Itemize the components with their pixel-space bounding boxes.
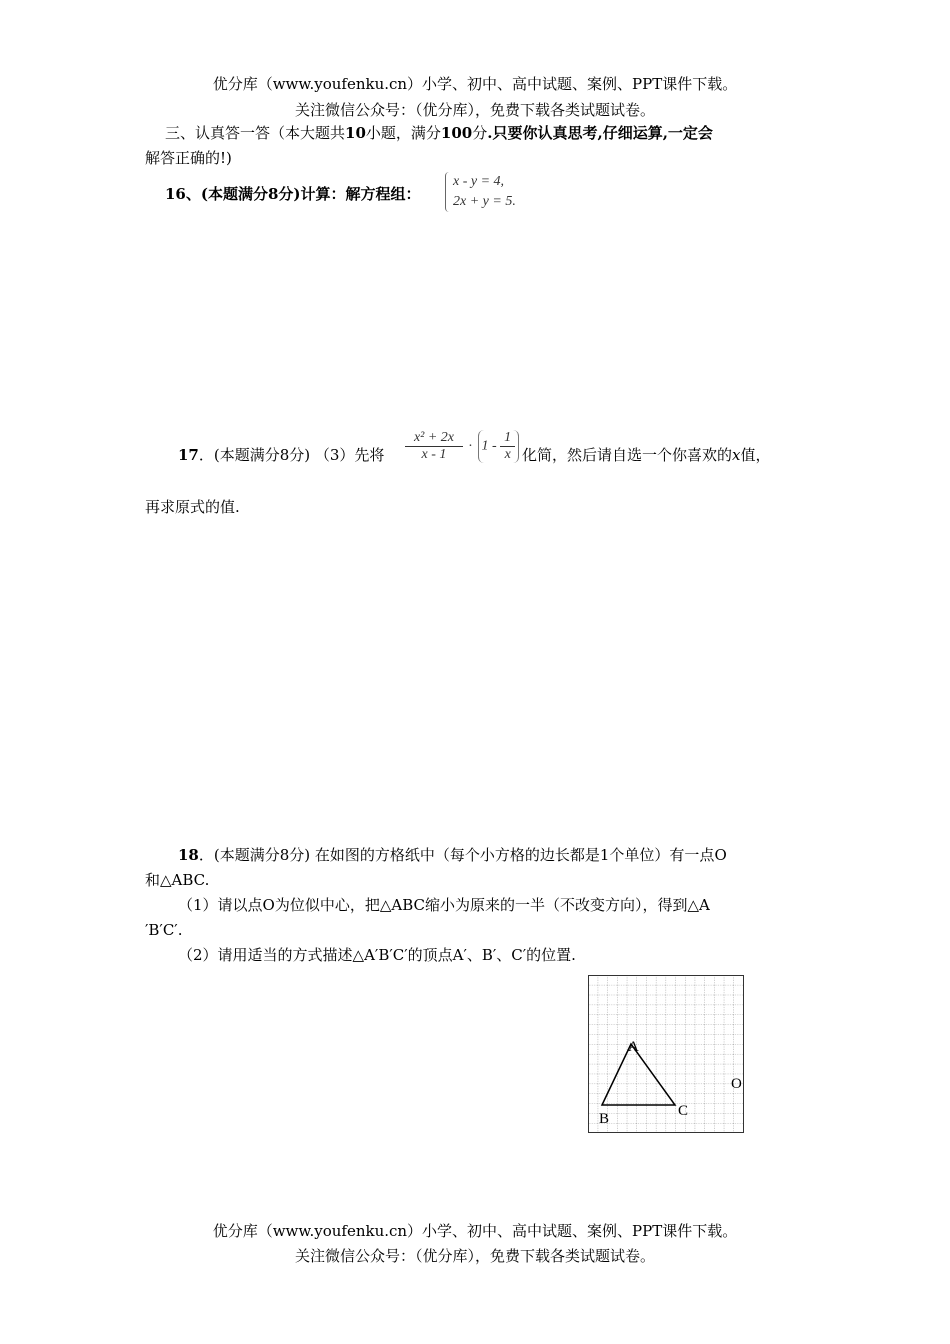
section-title-line-2: 解答正确的!) — [145, 149, 232, 167]
q17-tail-text: 值， — [740, 446, 771, 464]
multiply-dot: · — [468, 438, 472, 454]
section-title-part: .只要你认真思考 — [487, 124, 598, 142]
q16-equation-1: x - y = 4, — [453, 174, 505, 189]
section-title-part: ,一定会 — [662, 124, 713, 142]
q17-expression — [405, 430, 519, 463]
inner-denominator: x — [504, 447, 511, 462]
q18-line-2: 和△ABC. — [145, 871, 210, 889]
footer-line-2: 关注微信公众号：（优分库），免费下载各类试题试卷。 — [294, 1247, 655, 1265]
q16-label-text: 16、(本题满分8分)计算：解方程组： — [165, 185, 421, 203]
label-a: A — [628, 1039, 639, 1055]
equation-brace — [445, 172, 452, 212]
q17-tail-text: 化简，然后请自选一个你喜欢的 — [522, 446, 733, 464]
label-b: B — [599, 1111, 610, 1127]
footer-line-1: 优分库（www.youfenku.cn）小学、初中、高中试题、案例、PPT课件下载。 — [212, 1222, 738, 1240]
section-title-part: ,仔细运算 — [597, 124, 663, 142]
q18-part-2: （2）请用适当的方式描述△A′B′C′的顶点A′、B′、C′的位置. — [178, 946, 576, 964]
inner-fraction — [500, 430, 515, 463]
q18-part-1-cont: ′B′C′. — [145, 921, 183, 939]
grid-paper — [589, 976, 744, 1133]
q17-label — [178, 445, 384, 465]
grid-svg — [588, 975, 744, 1133]
q18-label-text: ．(本题满分8分) 在如图的方格纸中（每个小方格的边长都是1个单位）有一点O — [198, 846, 727, 864]
paren-group — [478, 430, 520, 463]
section-total-score: 100 — [440, 124, 473, 142]
fraction-denominator: x - 1 — [421, 447, 447, 462]
q18-label — [178, 845, 727, 865]
section-title — [165, 123, 713, 143]
label-c: C — [678, 1103, 689, 1119]
q17-number: 17 — [178, 446, 199, 464]
grid-figure — [588, 975, 744, 1133]
q17-line-2: 再求原式的值. — [145, 498, 240, 516]
q18-part-1: （1）请以点O为位似中心，把△ABC缩小为原来的一半（不改变方向），得到△A — [178, 896, 710, 914]
q17-variable: x — [732, 446, 741, 464]
q17-tail — [522, 445, 771, 465]
section-title-part: 三、认真答一答（本大题共 — [165, 124, 346, 142]
section-question-count: 10 — [345, 124, 366, 142]
section-title-part: 分 — [472, 124, 488, 142]
q17-label-text: ．(本题满分8分) （3）先将 — [198, 446, 385, 464]
q16-equation-2: 2x + y = 5. — [453, 194, 516, 209]
header-line-1: 优分库（www.youfenku.cn）小学、初中、高中试题、案例、PPT课件下载。 — [212, 75, 738, 93]
label-o: O — [731, 1076, 742, 1092]
q18-number: 18 — [178, 846, 199, 864]
paren-term: 1 - — [481, 438, 497, 454]
fraction-numerator: x² + 2x — [405, 430, 463, 447]
section-title-part: 小题，满分 — [365, 124, 441, 142]
inner-numerator: 1 — [500, 430, 515, 447]
q16-label — [165, 184, 421, 204]
header-line-2: 关注微信公众号：（优分库），免费下载各类试题试卷。 — [294, 101, 655, 119]
main-fraction — [405, 430, 463, 463]
